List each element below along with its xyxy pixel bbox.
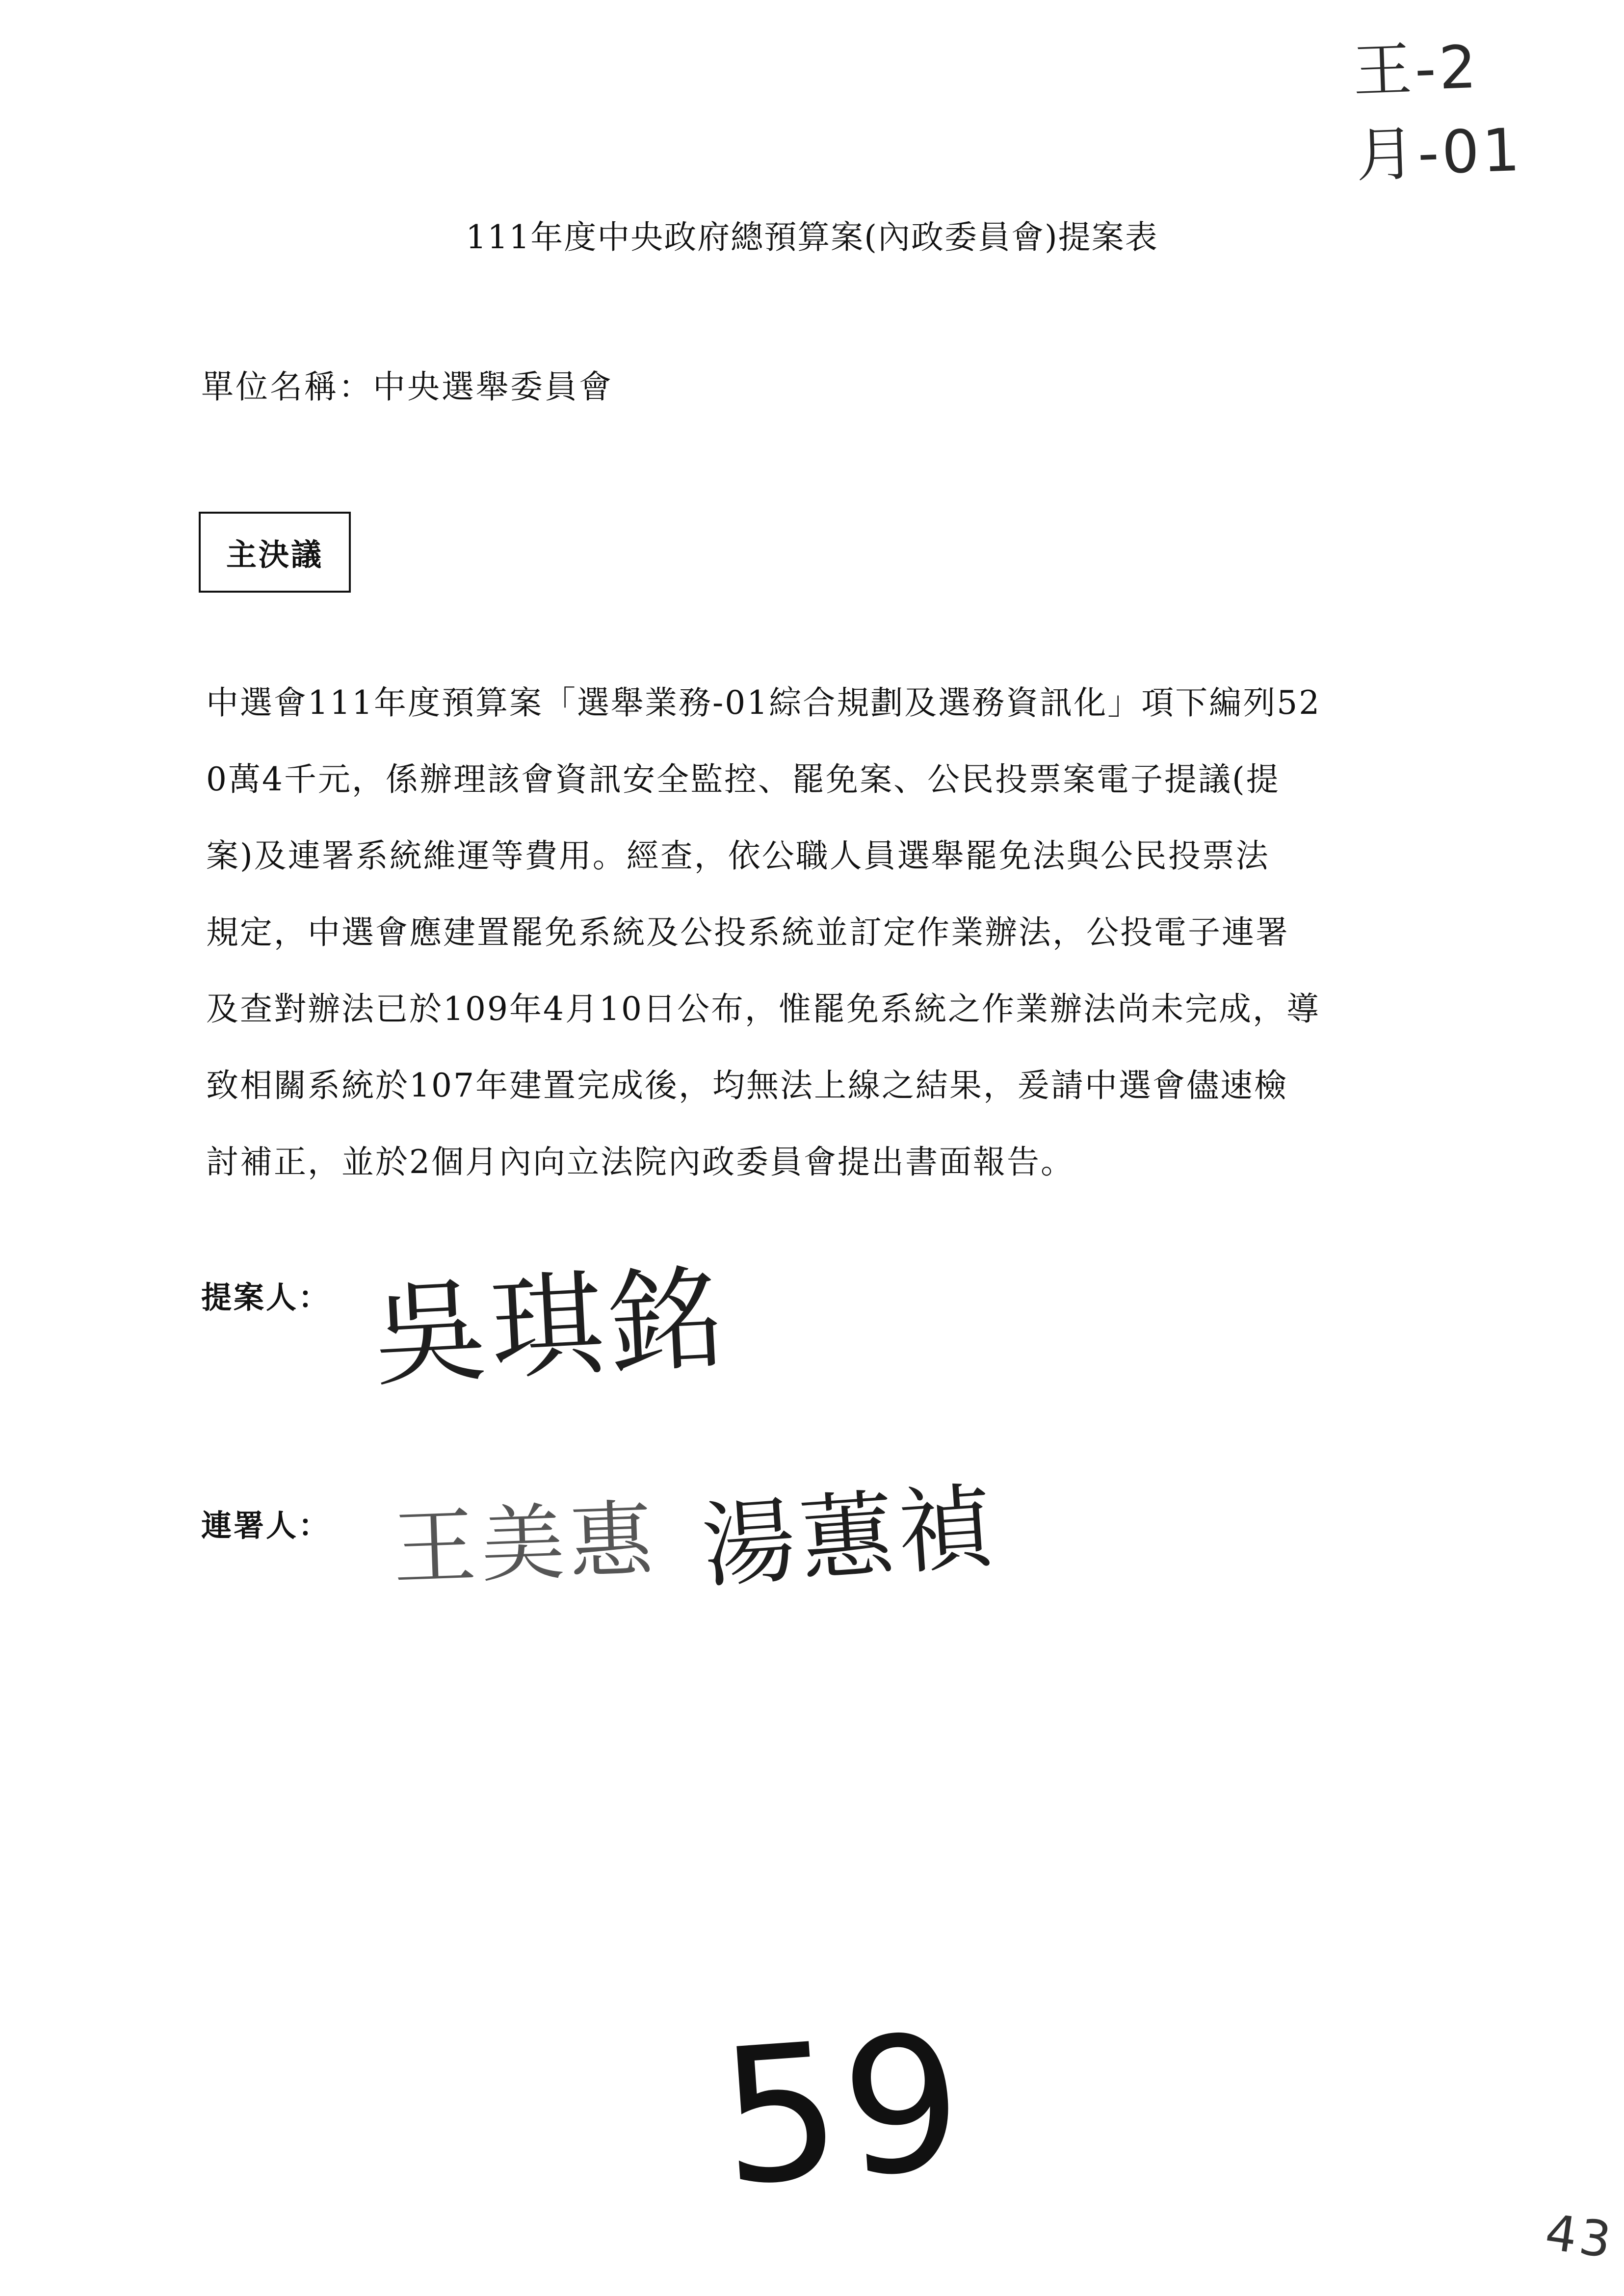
main-decision-box: [199, 512, 351, 593]
proposer-signature: 吳琪銘: [370, 1253, 730, 1403]
corner-page-number: 43: [1542, 2203, 1618, 2270]
body-line: 0萬4千元，係辦理該會資訊安全監控、罷免案、公民投票案電子提議(提: [206, 760, 1280, 798]
unit-name-line: 單位名稱：中央選舉委員會: [201, 368, 613, 406]
body-line: 討補正，並於2個月內向立法院內政委員會提出書面報告。: [206, 1143, 1074, 1181]
handwritten-reference-code: 王-2月-01: [1352, 33, 1524, 190]
body-line: 案)及連署系統維運等費用。經查，依公職人員選舉罷免法與公民投票法: [206, 837, 1270, 875]
main-decision-label: 主決議: [226, 537, 323, 573]
body-line: 及查對辦法已於109年4月10日公布，惟罷免系統之作業辦法尚未完成，導: [206, 990, 1320, 1028]
cosigner-signature: 湯蕙禎: [699, 1472, 1000, 1601]
decision-body: [206, 665, 1447, 1200]
cosigner-label: 連署人：: [201, 1508, 331, 1543]
proposer-label: 提案人：: [201, 1279, 331, 1315]
cosigner-signature: 王美惠: [391, 1491, 659, 1598]
body-line: 規定，中選會應建置罷免系統及公投系統並訂定作業辦法，公投電子連署: [206, 913, 1289, 951]
handwritten-page-number: 59: [714, 1993, 972, 2227]
body-line: 致相關系統於107年建置完成後，均無法上線之結果，爰請中選會儘速檢: [206, 1067, 1288, 1104]
body-line: 中選會111年度預算案「選舉業務-01綜合規劃及選務資訊化」項下編列52: [206, 684, 1321, 722]
document-title: 111年度中央政府總預算案(內政委員會)提案表: [466, 218, 1158, 256]
